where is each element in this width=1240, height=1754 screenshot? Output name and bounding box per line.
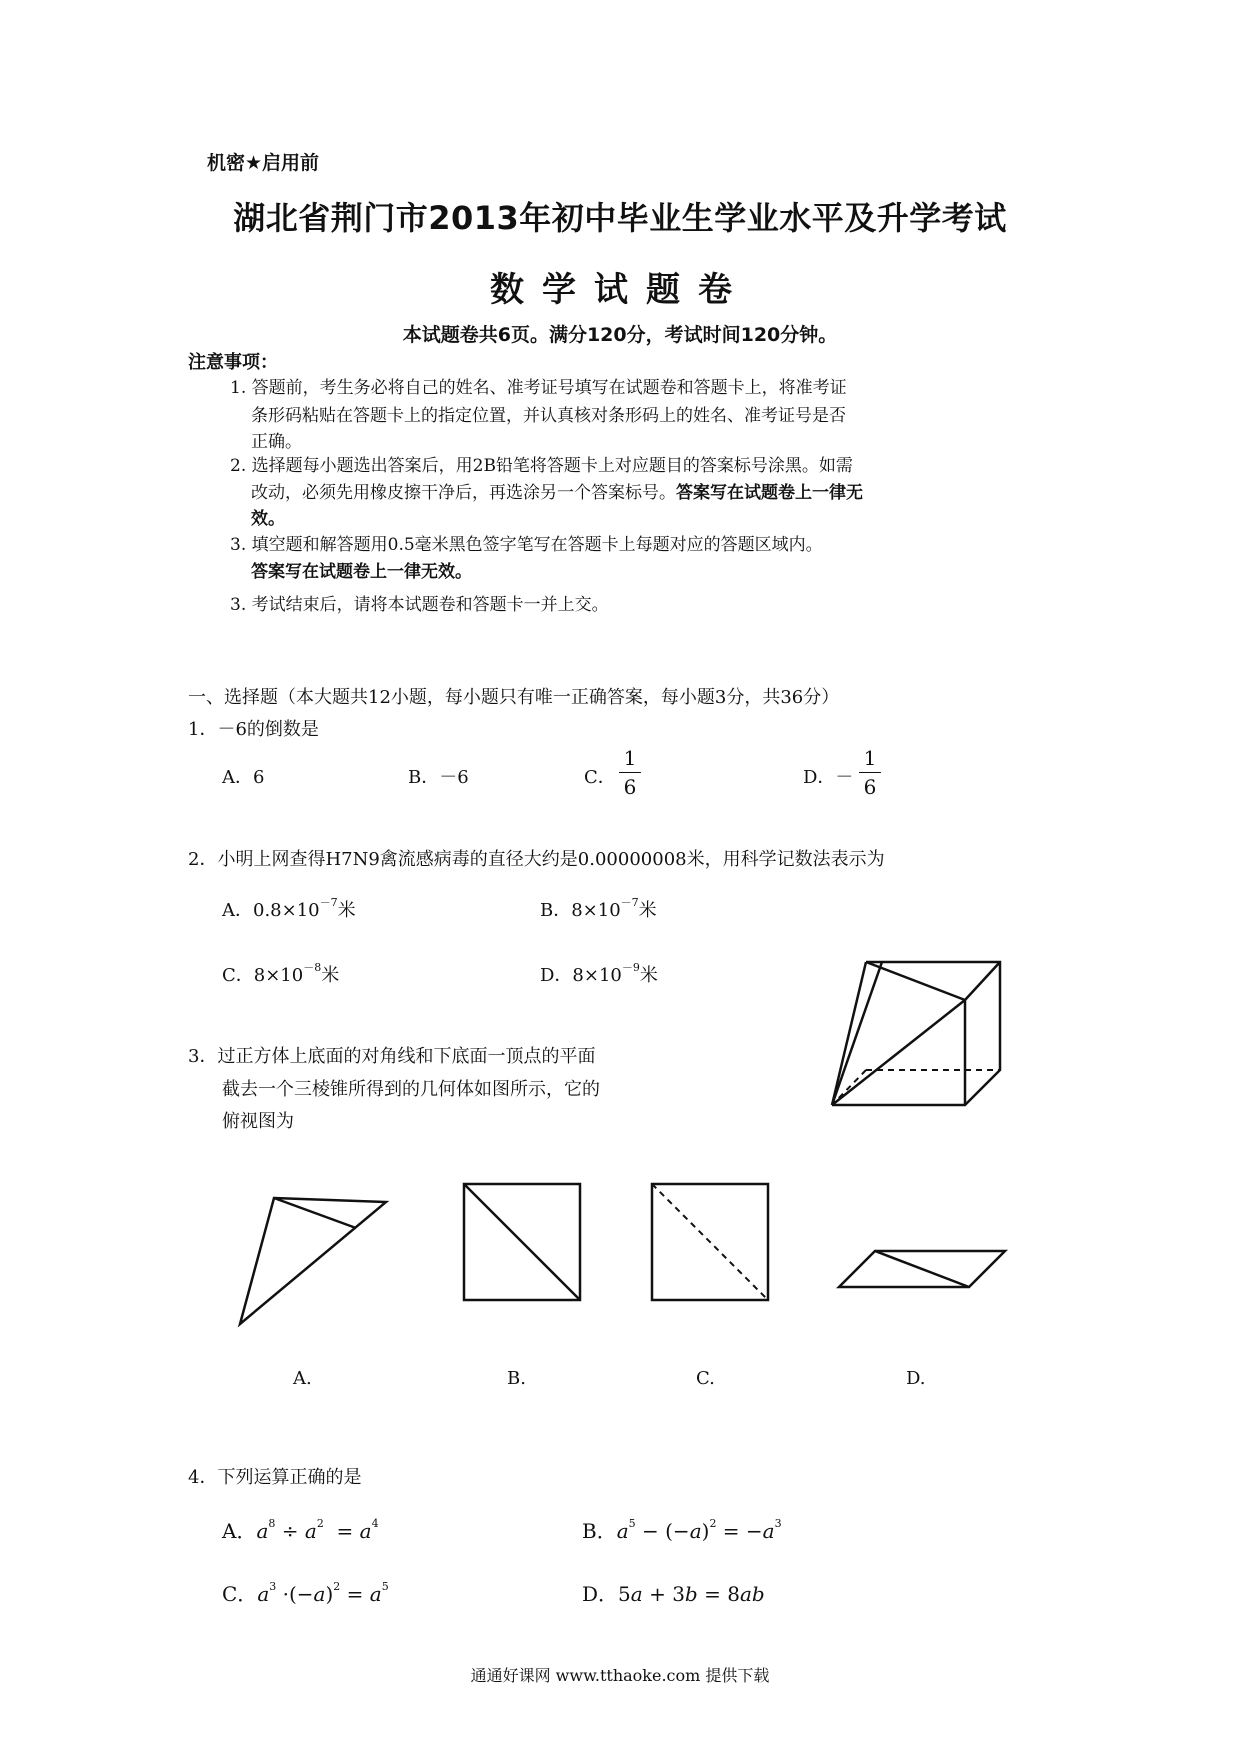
notice-item-3-bold-line: 答案写在试题卷上一律无效。 xyxy=(251,562,472,582)
cube-edge xyxy=(832,962,882,1105)
q1-stem: 1．－6的倒数是 xyxy=(188,719,319,740)
q3-label-b: B. xyxy=(507,1368,526,1389)
q1-option-a: A．6 xyxy=(222,767,265,788)
q1-d-denominator: 6 xyxy=(863,775,877,799)
q3-option-d-figure xyxy=(835,1245,1010,1295)
q2-c-exponent: －8 xyxy=(303,961,322,974)
exam-title: 湖北省荆门市2013年初中毕业生学业水平及升学考试 xyxy=(233,199,1007,237)
q3-stem-line-1: 3．过正方体上底面的对角线和下底面一顶点的平面 xyxy=(188,1046,596,1067)
q2-option-b xyxy=(540,896,657,922)
notice-item-2-bold-line: 效。 xyxy=(251,509,285,529)
notice-item-2-line-1: 2. 选择题每小题选出答案后，用2B铅笔将答题卡上对应题目的答案标号涂黑。如需 xyxy=(230,456,853,476)
q2-a-base: A．0.8×10 xyxy=(222,900,320,921)
q4-option-a: A．$a^8 \div a^2 = a^4$ xyxy=(222,1517,379,1543)
section-1-heading: 一、选择题（本大题共12小题，每小题只有唯一正确答案，每小题3分，共36分） xyxy=(188,687,840,708)
q3-option-b-figure xyxy=(460,1180,585,1305)
q2-b-unit: 米 xyxy=(638,900,657,921)
q1-d-numerator: 1 xyxy=(863,746,877,770)
q4-b-label: B． xyxy=(582,1519,617,1543)
q4-option-b: B．$a^5 - (-a)^2 = -a^3$ xyxy=(582,1517,782,1543)
notice-item-3-line-1: 3. 填空题和解答题用0.5毫米黑色签字笔写在答题卡上每题对应的答题区域内。 xyxy=(230,535,823,555)
q1-c-numerator: 1 xyxy=(623,746,637,770)
q2-option-d xyxy=(540,961,658,987)
q2-b-base: B．8×10 xyxy=(540,900,621,921)
q3-option-c-figure xyxy=(648,1180,773,1305)
q2-b-exponent: －7 xyxy=(620,896,639,909)
q2-a-unit: 米 xyxy=(337,900,356,921)
exam-info: 本试题卷共6页。满分120分，考试时间120分钟。 xyxy=(402,324,838,346)
q2-option-c xyxy=(222,961,339,987)
q2-option-a xyxy=(222,896,356,922)
q4-stem: 4．下列运算正确的是 xyxy=(188,1467,362,1488)
cube-edge xyxy=(866,962,965,1000)
q3-stem-line-2: 截去一个三棱锥所得到的几何体如图所示，它的 xyxy=(222,1079,600,1100)
fraction-bar xyxy=(859,772,881,773)
notice-item-2-bold-tail: 答案写在试题卷上一律无 xyxy=(676,483,863,503)
q4-option-d: D．5a + 3b = 8ab xyxy=(582,1582,765,1606)
notice-item-4-line-1: 3. 考试结束后，请将本试题卷和答题卡一并上交。 xyxy=(230,595,609,615)
q2-d-exponent: －9 xyxy=(621,961,640,974)
dashed-diagonal xyxy=(652,1184,768,1300)
notice-item-2-line-2-text: 改动，必须先用橡皮擦干净后，再选涂另一个答案标号。 xyxy=(251,483,676,503)
q1-option-c-label: C． xyxy=(584,767,616,788)
q2-c-base: C．8×10 xyxy=(222,965,304,986)
notice-item-1-line-2: 条形码粘贴在答题卡上的指定位置，并认真核对条形码上的姓名、准考证号是否 xyxy=(251,406,846,426)
page-footer: 通通好课网 www.tthaoke.com 提供下载 xyxy=(470,1666,770,1685)
q3-option-a-figure xyxy=(230,1190,400,1330)
q1-option-d-fraction xyxy=(859,746,881,799)
fraction-bar xyxy=(619,772,641,773)
q1-option-d-label: D．－ xyxy=(803,767,854,788)
q3-label-a: A. xyxy=(293,1368,312,1389)
q3-label-c: C. xyxy=(696,1368,715,1389)
q1-c-denominator: 6 xyxy=(623,775,637,799)
inner-line xyxy=(274,1198,356,1228)
paper-subtitle: 数学试题卷 xyxy=(490,270,750,310)
notice-item-2-line-2 xyxy=(251,479,863,507)
q3-stem-line-3: 俯视图为 xyxy=(222,1111,294,1132)
q3-solid-figure xyxy=(820,950,1010,1120)
solid-diagonal xyxy=(464,1184,580,1300)
q2-a-exponent: －7 xyxy=(319,896,338,909)
q2-d-base: D．8×10 xyxy=(540,965,622,986)
q4-d-label: D． xyxy=(582,1582,619,1606)
cube-edge xyxy=(965,962,1000,1000)
q2-d-unit: 米 xyxy=(639,965,658,986)
q1-option-c-fraction xyxy=(619,746,641,799)
q2-c-unit: 米 xyxy=(321,965,340,986)
q4-c-label: C． xyxy=(222,1582,258,1606)
q4-option-c: C．$a^3 \cdot(-a)^2 = a^5$ xyxy=(222,1580,389,1606)
notice-heading: 注意事项： xyxy=(188,352,278,373)
q3-label-d: D. xyxy=(906,1368,926,1389)
q4-a-label: A． xyxy=(222,1519,257,1543)
q1-option-b: B．－6 xyxy=(408,767,469,788)
triangle-shape xyxy=(240,1198,386,1324)
notice-item-1-line-1: 1. 答题前，考生务必将自己的姓名、准考证号填写在试题卷和答题卡上，将准考证 xyxy=(230,378,847,398)
confidential-mark: 机密★启用前 xyxy=(207,152,320,174)
q2-stem: 2．小明上网查得H7N9禽流感病毒的直径大约是0.00000008米，用科学记数法表示为 xyxy=(188,849,885,870)
notice-item-1-line-3: 正确。 xyxy=(251,432,302,452)
inner-line xyxy=(875,1251,969,1287)
